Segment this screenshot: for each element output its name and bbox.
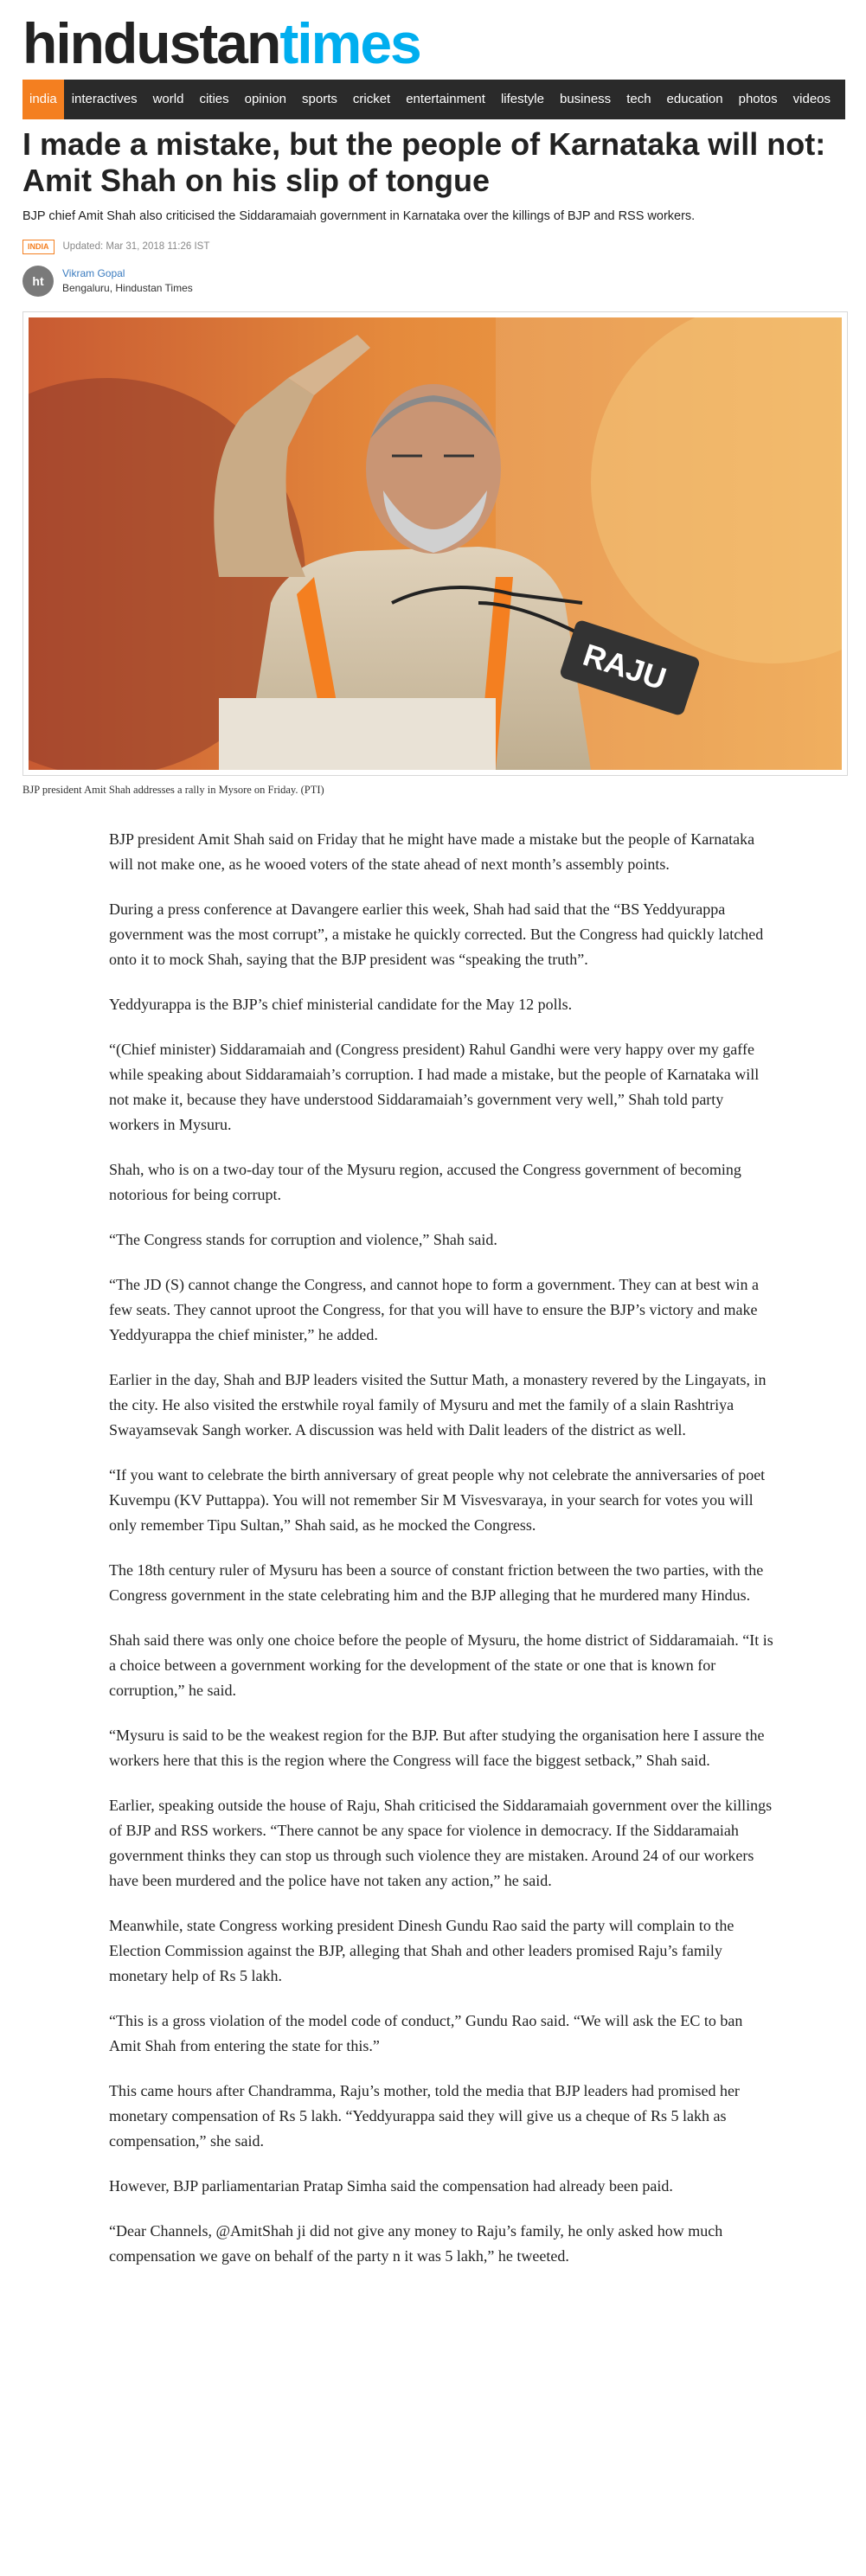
nav-item-world[interactable]: world (152, 92, 184, 106)
nav-item-photos[interactable]: photos (738, 92, 778, 106)
article-paragraph: BJP president Amit Shah said on Friday that he might have made a mistake but the people of Karnataka will not make one, as he wooed voters of the state ahead of next month’s assembly points. (109, 830, 755, 873)
article-paragraph: “(Chief minister) Siddaramaiah and (Congress president) Rahul Gandhi were very happy over my gaffe while speaking about Siddaramaiah’s corruption. I had made a mistake, but the people of Karnataka will not make it, because they have understood Siddaramaiah’s government very well,” Shah told party workers in Mysuru. (109, 1041, 760, 1133)
nav-item-india[interactable]: india (22, 80, 64, 119)
article-paragraph: Shah said there was only one choice before the people of Mysuru, the home district of Siddaramaiah. “It is a choice between a government working for the development of the state or one that is known for corruption,” he said. (109, 1631, 773, 1699)
nav-item-cricket[interactable]: cricket (352, 92, 391, 106)
article-paragraph: Earlier, speaking outside the house of Raju, Shah criticised the Siddaramaiah government over the killings of BJP and RSS workers. “There cannot be any space for violence in democracy. If the Siddaramaiah government thinks they can stop us through such violence they are mistaken. Around 24 of our workers have been murdered and the police have not taken any action,” he said. (109, 1797, 773, 1889)
nav-item-videos[interactable]: videos (792, 92, 831, 106)
author-location: Bengaluru, Hindustan Times (62, 282, 193, 294)
nav-item-business[interactable]: business (559, 92, 612, 106)
logo-part-1: hindustan (22, 11, 280, 75)
main-navigation (22, 80, 865, 119)
lead-image-illustration (29, 317, 842, 770)
site-logo[interactable] (22, 12, 420, 74)
article-paragraph: Shah, who is on a two-day tour of the Mysuru region, accused the Congress government of becoming notorious for being corrupt. (109, 1161, 741, 1203)
article-paragraph: During a press conference at Davangere earlier this week, Shah had said that the “BS Yeddyurappa government was the most corrupt”, a mistake he quickly corrected. But the Congress had quickly latched onto it to mock Shah, saying that the BJP president was “speaking the truth”. (109, 900, 764, 968)
article-paragraph: Yeddyurappa is the BJP’s chief ministerial candidate for the May 12 polls. (109, 996, 573, 1013)
lead-image (22, 311, 848, 776)
article-paragraph: “This is a gross violation of the model code of conduct,” Gundu Rao said. “We will ask the EC to ban Amit Shah from entering the state for this.” (109, 2012, 743, 2054)
updated-timestamp: Updated: Mar 31, 2018 11:26 IST (62, 241, 210, 252)
nav-item-education[interactable]: education (666, 92, 723, 106)
article-paragraph: “Mysuru is said to be the weakest region for the BJP. But after studying the organisation here I assure the workers here that this is the region where the Congress will face the biggest setback,” Shah said. (109, 1727, 765, 1769)
article-paragraph: This came hours after Chandramma, Raju’s mother, told the media that BJP leaders had promised her monetary compensation of Rs 5 lakh. “Yeddyurappa said they will give us a cheque of Rs 5 lakh as compensation,” she said. (109, 2082, 740, 2150)
article-paragraph: “Dear Channels, @AmitShah ji did not give any money to Raju’s family, he only asked how much compensation we gave on behalf of the party n it was 5 lakh,” he tweeted. (109, 2222, 723, 2265)
nav-list (22, 80, 865, 119)
nav-item-sports[interactable]: sports (302, 92, 337, 106)
article-paragraph: “The JD (S) cannot change the Congress, and cannot hope to form a government. They can at best win a few seats. They cannot uproot the Congress, for that you will have to ensure the BJP’s victory and make Yeddyurappa the chief minister,” he added. (109, 1276, 759, 1343)
raju-sign-text: RAJU (579, 636, 671, 697)
author-name-link[interactable]: Vikram Gopal (62, 267, 125, 279)
article-paragraph: However, BJP parliamentarian Pratap Simha said the compensation had already been paid. (109, 2177, 673, 2195)
nav-item-opinion[interactable]: opinion (244, 92, 287, 106)
article-paragraph: Earlier in the day, Shah and BJP leaders visited the Suttur Math, a monastery revered by the Lingayats, in the city. He also visited the erstwhile royal family of Mysuru and met the family of a slain Rashtriya Swayamsevak Sangh worker. A discussion was held with Dalit leaders of the district as well. (109, 1371, 767, 1439)
article-paragraph: Meanwhile, state Congress working president Dinesh Gundu Rao said the party will complain to the Election Commission against the BJP, alleging that Shah and other leaders promised Raju’s family monetary help of Rs 5 lakh. (109, 1917, 734, 1984)
section-tag[interactable]: INDIA (22, 240, 55, 254)
article-headline: I made a mistake, but the people of Karnataka will not: Amit Shah on his slip of tongue (22, 126, 826, 198)
author-byline (22, 264, 193, 298)
nav-item-entertainment[interactable]: entertainment (406, 92, 485, 106)
image-caption: BJP president Amit Shah addresses a rally in Mysore on Friday. (PTI) (22, 784, 324, 796)
article-body (109, 827, 777, 2289)
author-avatar: ht (22, 266, 54, 297)
article-summary: BJP chief Amit Shah also criticised the Siddaramaiah government in Karnataka over the killings of BJP and RSS workers. (22, 209, 696, 223)
article-paragraph: “If you want to celebrate the birth anniversary of great people why not celebrate the anniversaries of poet Kuvempu (KV Puttappa). You will not remember Sir M Visvesvaraya, in your search for votes you will only remember Tipu Sultan,” Shah said, as he mocked the Congress. (109, 1466, 766, 1534)
nav-more-button[interactable]: ••• (846, 92, 865, 106)
article-paragraph: The 18th century ruler of Mysuru has been a source of constant friction between the two parties, with the Congress government in the state celebrating him and the BJP alleging that he murdered many Hindus. (109, 1561, 764, 1604)
article-meta (22, 238, 209, 255)
nav-item-cities[interactable]: cities (199, 92, 229, 106)
nav-item-tech[interactable]: tech (626, 92, 651, 106)
nav-item-lifestyle[interactable]: lifestyle (500, 92, 544, 106)
article-paragraph: “The Congress stands for corruption and violence,” Shah said. (109, 1231, 497, 1248)
nav-item-interactives[interactable]: interactives (71, 92, 138, 106)
logo-part-2: times (279, 11, 420, 75)
